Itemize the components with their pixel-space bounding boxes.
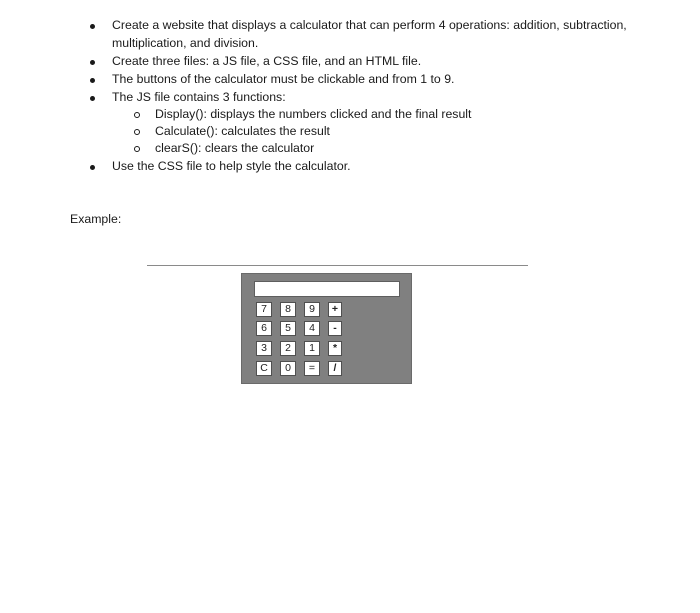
key-divide[interactable]: / [328,361,342,376]
key-clear[interactable]: C [256,361,272,376]
bullet-marker [90,60,95,65]
bullet-item-css [112,158,632,176]
bullet-item-js-functions [112,89,632,107]
example-label: Example: [70,212,122,226]
bullet-text: The buttons of the calculator must be clickable and from 1 to 9. [112,72,455,86]
bullet-marker [90,24,95,29]
bullet-marker [90,96,95,101]
key-7[interactable]: 7 [256,302,272,317]
bullet-marker [90,165,95,170]
bullet-text: Create a website that displays a calculator that can perform 4 operations: addition, subtraction, multiplication, and division. [112,18,627,50]
bullet-text: The JS file contains 3 functions: [112,90,286,104]
calculator-display[interactable] [254,281,400,297]
sub-bullet-text: Display(): displays the numbers clicked and the final result [155,107,472,121]
key-6[interactable]: 6 [256,321,272,336]
bullet-text: Use the CSS file to help style the calculator. [112,159,351,173]
sub-bullet-clear [155,140,575,158]
key-5[interactable]: 5 [280,321,296,336]
key-1[interactable]: 1 [304,341,320,356]
sub-bullet-marker [134,112,140,118]
key-subtract[interactable]: - [328,321,342,336]
bullet-item-files [112,53,632,71]
key-equals[interactable]: = [304,361,320,376]
bullet-item-operations [112,17,632,52]
sub-bullet-display [155,106,575,124]
sub-bullet-text: Calculate(): calculates the result [155,124,330,138]
sub-bullet-marker [134,129,140,135]
key-8[interactable]: 8 [280,302,296,317]
key-4[interactable]: 4 [304,321,320,336]
key-9[interactable]: 9 [304,302,320,317]
key-add[interactable]: + [328,302,342,317]
key-multiply[interactable]: * [328,341,342,356]
key-0[interactable]: 0 [280,361,296,376]
key-3[interactable]: 3 [256,341,272,356]
sub-bullet-marker [134,146,140,152]
calculator-example [241,273,412,384]
sub-bullet-text: clearS(): clears the calculator [155,141,315,155]
bullet-marker [90,78,95,83]
horizontal-divider [147,265,528,266]
bullet-item-buttons [112,71,632,89]
sub-bullet-calculate [155,123,575,141]
key-2[interactable]: 2 [280,341,296,356]
bullet-text: Create three files: a JS file, a CSS file, and an HTML file. [112,54,422,68]
